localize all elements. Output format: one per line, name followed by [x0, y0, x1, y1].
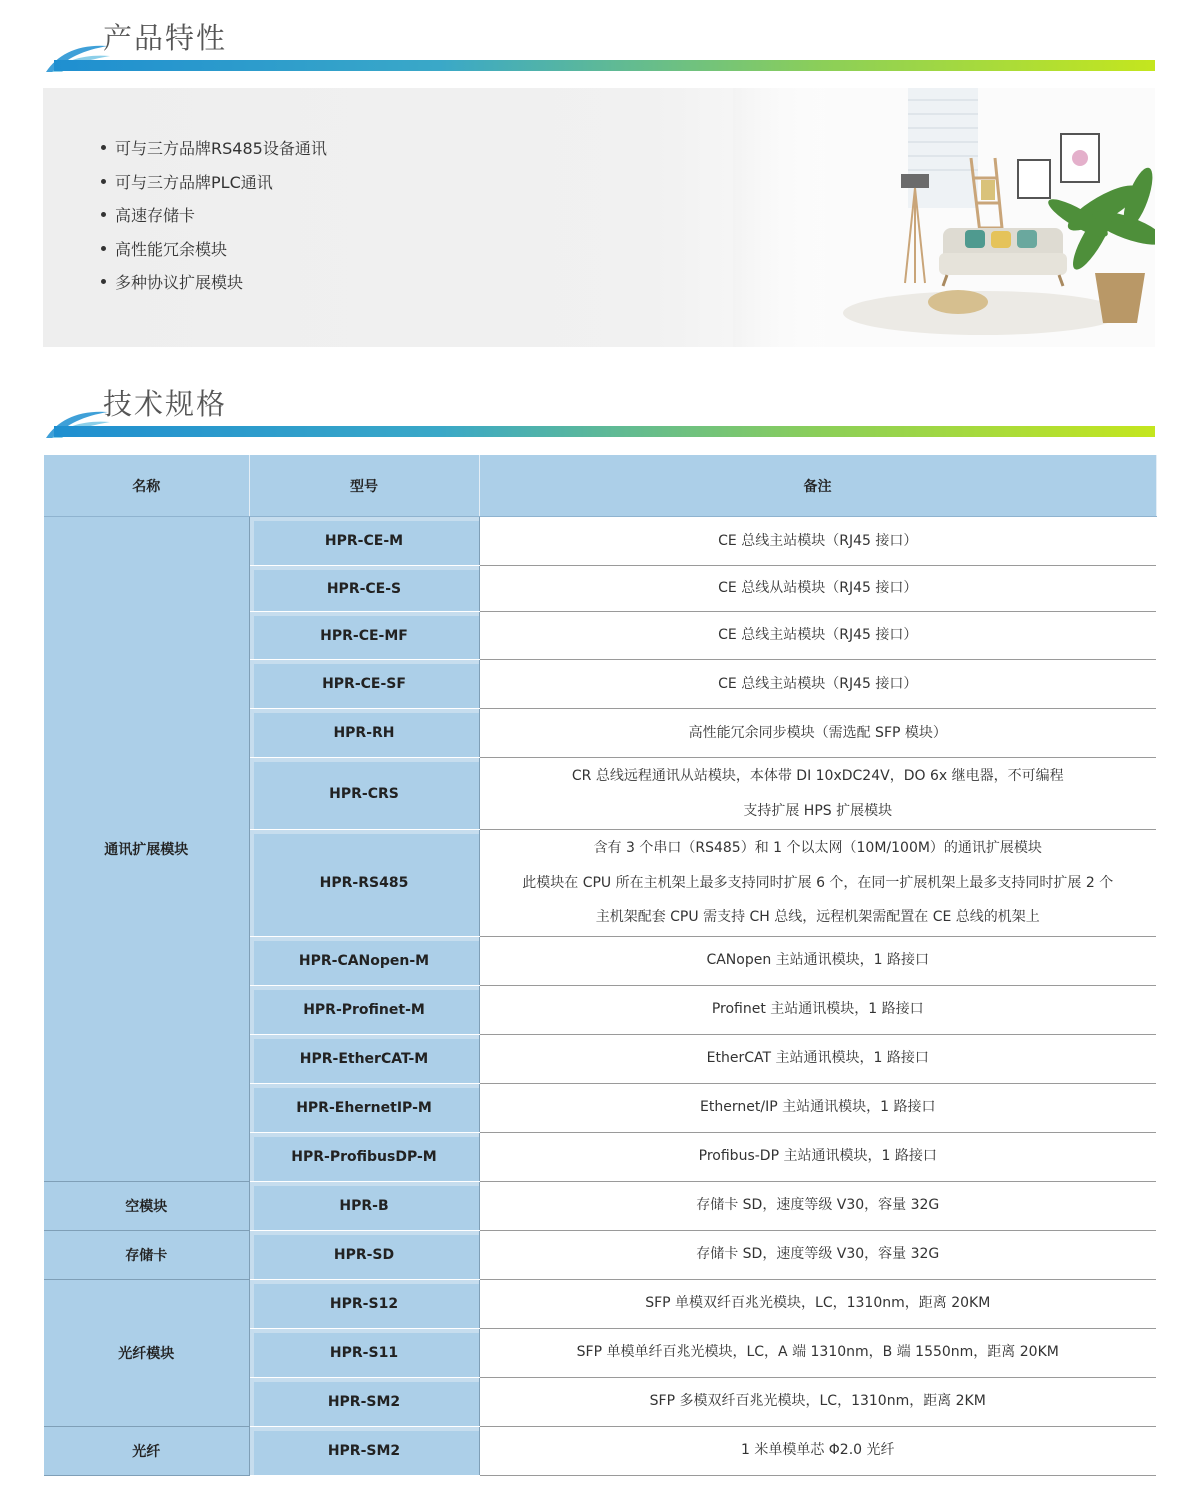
remark-cell	[479, 709, 1156, 758]
remark-line: Profibus-DP 主站通讯模块，1 路接口	[698, 1148, 937, 1165]
remark-line: CE 总线主站模块（RJ45 接口）	[718, 675, 918, 692]
remark-cell	[479, 1426, 1156, 1475]
remark-cell	[479, 1230, 1156, 1279]
remark-line: CE 总线主站模块（RJ45 接口）	[718, 627, 918, 644]
remark-cell	[479, 517, 1156, 566]
model-cell: HPR-CANopen-M	[249, 936, 479, 985]
remark-line: 高性能冗余同步模块（需选配 SFP 模块）	[688, 724, 947, 741]
remark-line: CR 总线远程通讯从站模块，本体带 DI 10xDC24V，DO 6x 继电器，不可编程	[571, 768, 1064, 784]
remark-cell	[479, 1328, 1156, 1377]
feature-item: 高性能冗余模块	[101, 237, 327, 271]
remark-line: CE 总线主站模块（RJ45 接口）	[718, 532, 918, 549]
features-panel	[43, 88, 1155, 347]
header-model: 型号	[249, 455, 479, 517]
remark-line: 1 米单模单芯 Φ2.0 光纤	[740, 1442, 895, 1459]
remark-cell	[479, 1279, 1156, 1328]
features-title: 产品特性	[103, 21, 228, 55]
remark-line: 存储卡 SD，速度等级 V30，容量 32G	[696, 1197, 940, 1214]
model-cell: HPR-B	[249, 1181, 479, 1230]
model-cell: HPR-EtherCAT-M	[249, 1034, 479, 1083]
remark-line: 存储卡 SD，速度等级 V30，容量 32G	[696, 1246, 940, 1263]
group-name: 光纤模块	[44, 1279, 249, 1426]
model-cell: HPR-SM2	[249, 1426, 479, 1475]
remark-cell	[479, 1181, 1156, 1230]
remark-line: 含有 3 个串口（RS485）和 1 个以太网（10M/100M）的通讯扩展模块	[593, 840, 1042, 856]
spec-table	[44, 455, 1157, 1476]
remark-cell	[479, 985, 1156, 1034]
remark-cell	[479, 660, 1156, 709]
feature-item: 高速存储卡	[101, 203, 327, 237]
model-cell: HPR-SM2	[249, 1377, 479, 1426]
model-cell: HPR-SD	[249, 1230, 479, 1279]
remark-cell	[479, 936, 1156, 985]
table-row	[44, 1426, 1156, 1475]
feature-item: 多种协议扩展模块	[101, 270, 327, 304]
header-name: 名称	[44, 455, 249, 517]
table-row	[44, 1230, 1156, 1279]
living-room-image	[733, 88, 1155, 347]
remark-cell	[479, 566, 1156, 612]
features-section-header	[44, 18, 1155, 90]
model-cell: HPR-S12	[249, 1279, 479, 1328]
remark-cell	[479, 830, 1156, 937]
remark-line: Profinet 主站通讯模块，1 路接口	[711, 1001, 924, 1018]
remark-cell	[479, 1377, 1156, 1426]
group-name: 光纤	[44, 1426, 249, 1475]
remark-line: SFP 多模双纤百兆光模块，LC，1310nm，距离 2KM	[649, 1393, 986, 1410]
model-cell: HPR-CE-S	[249, 566, 479, 612]
feature-item: 可与三方品牌PLC通讯	[101, 170, 327, 204]
header-remark: 备注	[479, 455, 1156, 517]
spec-section-header	[44, 384, 1155, 456]
table-row	[44, 1279, 1156, 1328]
table-row	[44, 517, 1156, 566]
model-cell: HPR-EhernetIP-M	[249, 1083, 479, 1132]
group-name: 空模块	[44, 1181, 249, 1230]
remark-line: SFP 单模双纤百兆光模块，LC，1310nm，距离 20KM	[645, 1295, 991, 1312]
model-cell: HPR-RH	[249, 709, 479, 758]
remark-line: 此模块在 CPU 所在主机架上最多支持同时扩展 6 个，在同一扩展机架上最多支持同时扩展 2 个	[522, 874, 1114, 891]
model-cell: HPR-CE-SF	[249, 660, 479, 709]
remark-line: 支持扩展 HPS 扩展模块	[743, 802, 893, 819]
remark-line: Ethernet/IP 主站通讯模块，1 路接口	[700, 1099, 936, 1116]
remark-cell	[479, 758, 1156, 830]
group-name: 存储卡	[44, 1230, 249, 1279]
model-cell: HPR-S11	[249, 1328, 479, 1377]
remark-line: CANopen 主站通讯模块，1 路接口	[706, 952, 930, 969]
spec-title: 技术规格	[103, 387, 228, 421]
remark-cell	[479, 612, 1156, 660]
group-name: 通讯扩展模块	[44, 517, 249, 1182]
remark-line: CE 总线从站模块（RJ45 接口）	[718, 580, 918, 597]
remark-line: EtherCAT 主站通讯模块，1 路接口	[706, 1050, 929, 1067]
feature-item: 可与三方品牌RS485设备通讯	[101, 136, 327, 170]
model-cell: HPR-RS485	[249, 830, 479, 937]
model-cell: HPR-ProfibusDP-M	[249, 1132, 479, 1181]
table-row	[44, 1181, 1156, 1230]
features-list	[101, 136, 327, 304]
gradient-divider	[54, 426, 1155, 437]
remark-cell	[479, 1083, 1156, 1132]
model-cell: HPR-CRS	[249, 758, 479, 830]
remark-cell	[479, 1034, 1156, 1083]
model-cell: HPR-CE-M	[249, 517, 479, 566]
remark-line: SFP 单模单纤百兆光模块，LC，A 端 1310nm，B 端 1550nm，距离 20KM	[576, 1344, 1059, 1361]
gradient-divider	[54, 60, 1155, 71]
remark-line: 主机架配套 CPU 需支持 CH 总线，远程机架需配置在 CE 总线的机架上	[595, 909, 1040, 925]
remark-cell	[479, 1132, 1156, 1181]
model-cell: HPR-Profinet-M	[249, 985, 479, 1034]
model-cell: HPR-CE-MF	[249, 612, 479, 660]
